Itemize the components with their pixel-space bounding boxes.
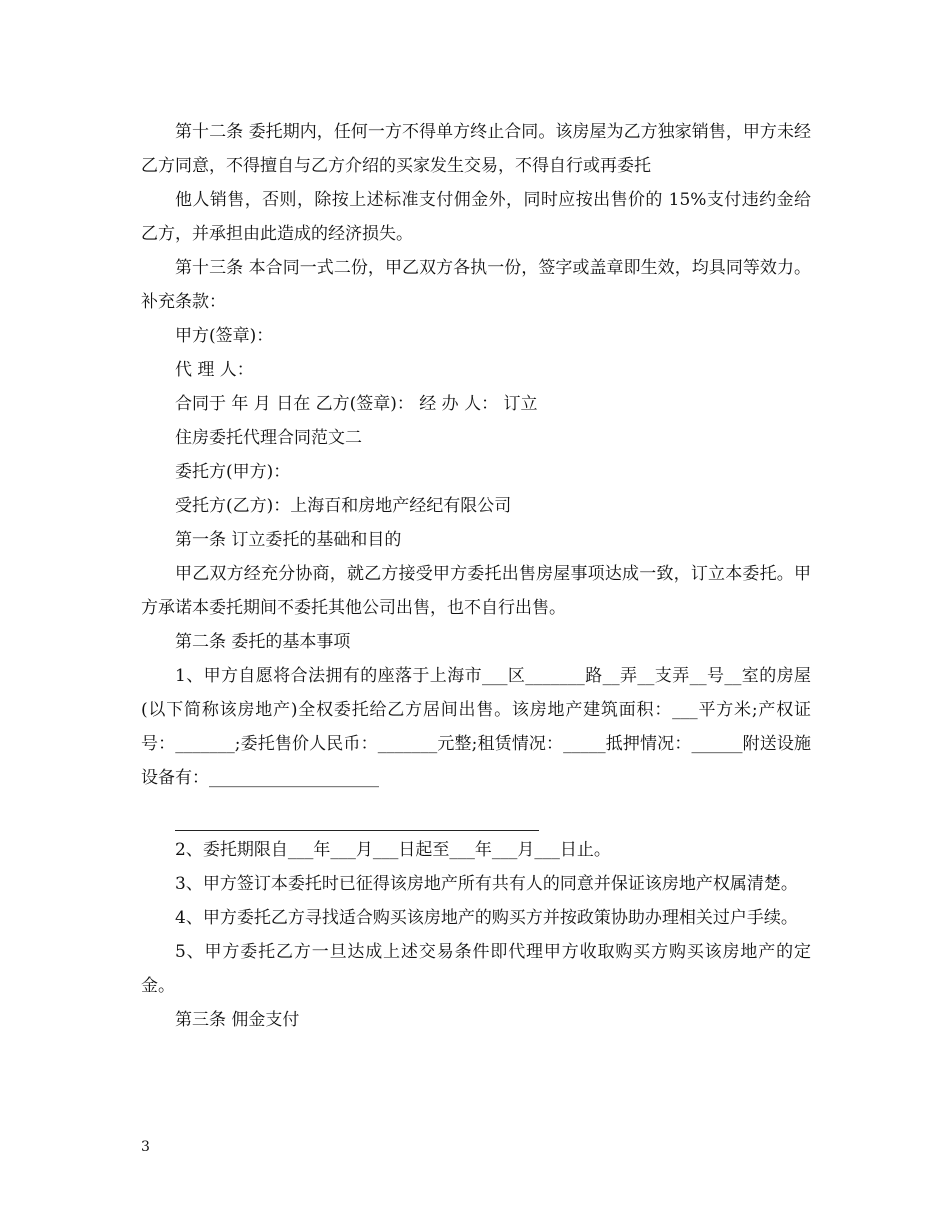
agent-line: 代 理 人：	[175, 360, 254, 380]
document-body	[141, 115, 811, 1037]
fill-in-blank-line	[175, 795, 539, 831]
paragraph-article-12: 第十二条 委托期内，任何一方不得单方终止合同。该房屋为乙方独家销售，甲方未经乙方同意，不得擅自与乙方介绍的买家发生交易，不得自行或再委托	[141, 122, 811, 176]
page-number: 3	[141, 1139, 150, 1155]
paragraph-article-12-continued: 他人销售，否则，除按上述标准支付佣金外，同时应按出售价的 15%支付违约金给乙方，并承担由此造成的经济损失。	[141, 190, 811, 244]
section-title-sample-two: 住房委托代理合同范文二	[175, 428, 362, 448]
article-1-heading: 第一条 订立委托的基础和目的	[175, 530, 402, 550]
party-a-signature: 甲方(签章)：	[175, 326, 274, 346]
contract-signing-line: 合同于 年 月 日在 乙方(签章)： 经 办 人： 订立	[175, 394, 538, 414]
article-2-heading: 第二条 委托的基本事项	[175, 632, 351, 652]
article-2-item-4: 4、甲方委托乙方寻找适合购买该房地产的购买方并按政策协助办理相关过户手续。	[175, 908, 798, 928]
article-2-item-5: 5、甲方委托乙方一旦达成上述交易条件即代理甲方收取购买方购买该房地产的定金。	[141, 942, 811, 996]
paragraph-article-13: 第十三条 本合同一式二份，甲乙双方各执一份，签字或盖章即生效，均具同等效力。补充条款：	[141, 258, 811, 312]
article-1-body: 甲乙双方经充分协商，就乙方接受甲方委托出售房屋事项达成一致，订立本委托。甲方承诺本委托期间不委托其他公司出售，也不自行出售。	[141, 564, 811, 618]
agent-party: 受托方(乙方)：上海百和房地产经纪有限公司	[175, 496, 512, 516]
article-2-item-3: 3、甲方签订本委托时已征得该房地产所有共有人的同意并保证该房地产权属清楚。	[175, 874, 798, 894]
article-2-item-2: 2、委托期限自___年___月___日起至___年___月___日止。	[175, 840, 611, 860]
article-2-item-1: 1、甲方自愿将合法拥有的座落于上海市___区_______路__弄__支弄__号__室的房屋(以下简称该房地产)全权委托给乙方居间出售。该房地产建筑面积：___平方米;产权证号：_______;委托售价人民币：_______元整;租赁情况：_____抵押情况：______附送设施设备有：____________________	[141, 666, 811, 788]
principal-party: 委托方(甲方)：	[175, 462, 291, 482]
article-3-heading: 第三条 佣金支付	[175, 1010, 300, 1030]
